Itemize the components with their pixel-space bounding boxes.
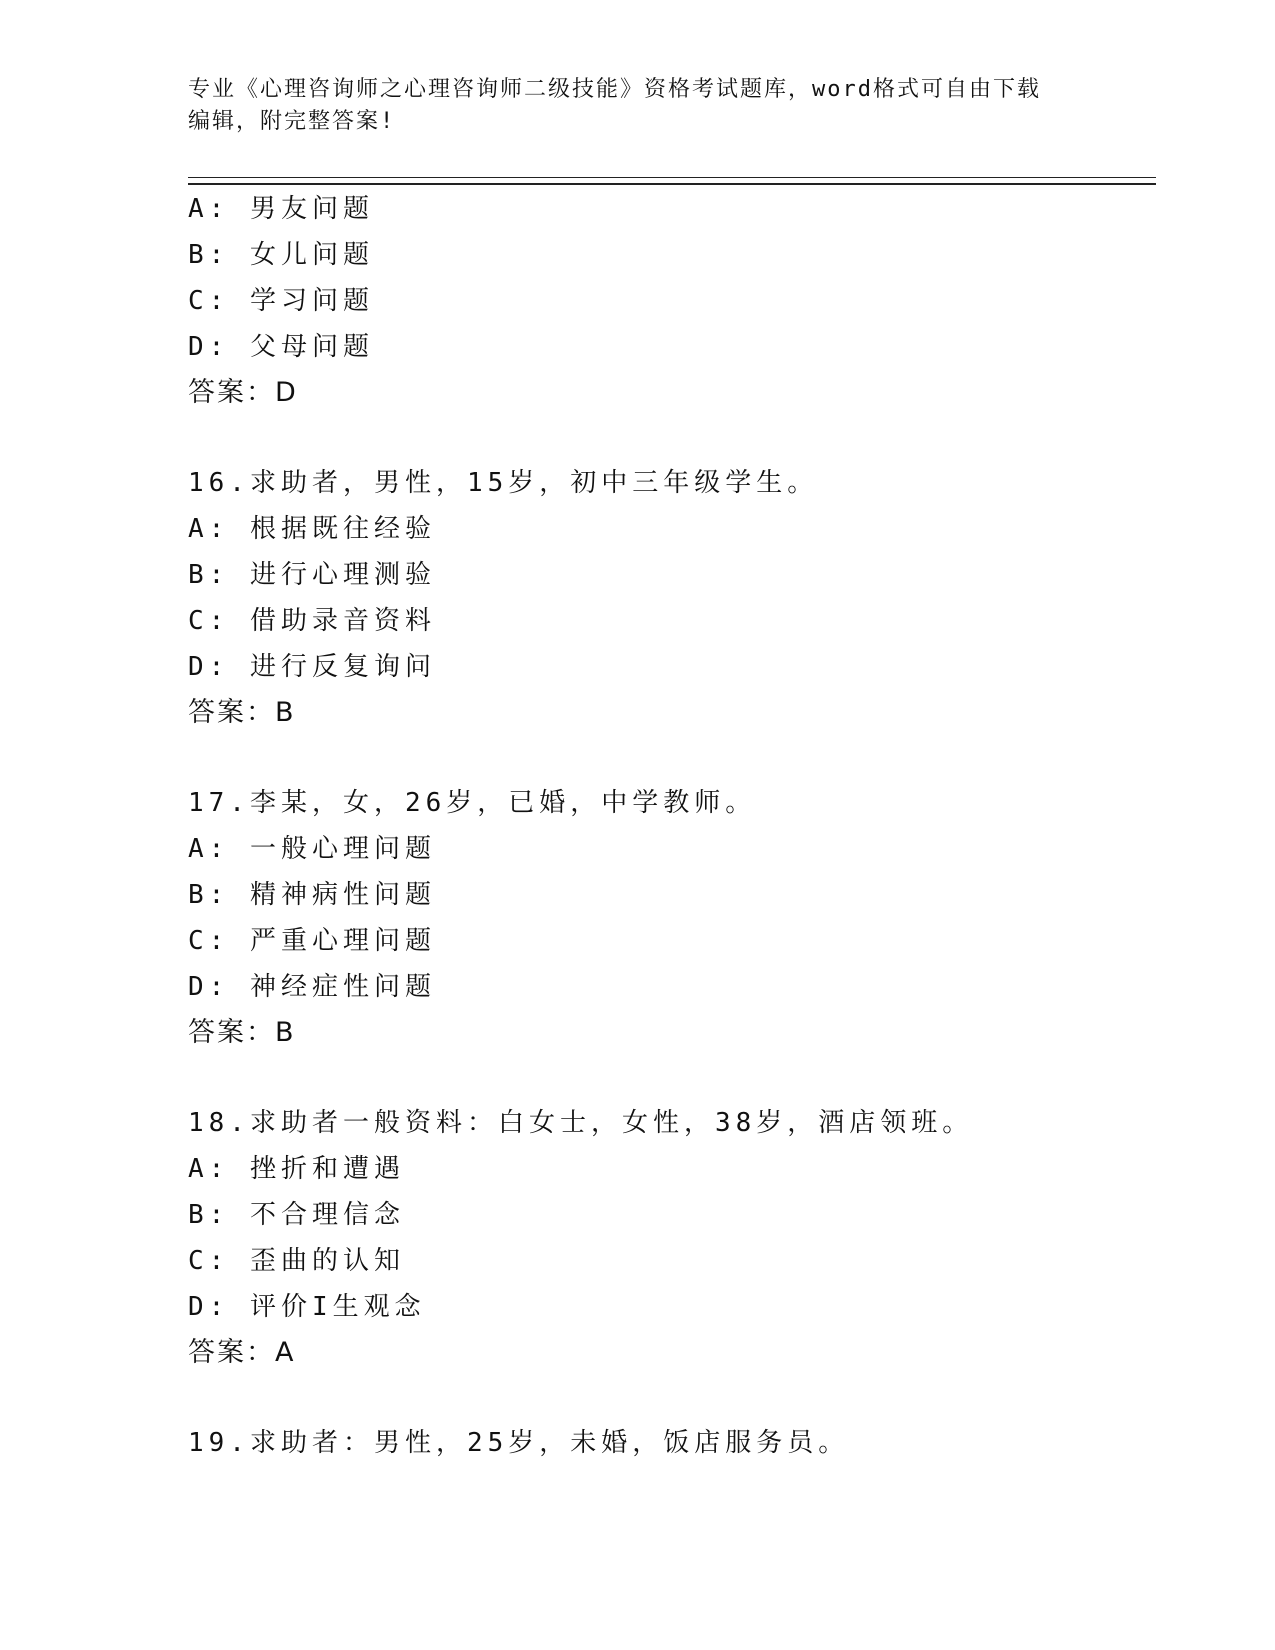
option-d: D: 父母问题 bbox=[188, 332, 374, 362]
question-block-16 bbox=[188, 460, 1148, 736]
answer: 答案：B bbox=[188, 1017, 296, 1048]
question-block-17 bbox=[188, 780, 1148, 1056]
option-b: B: 不合理信念 bbox=[188, 1200, 405, 1230]
answer: 答案：D bbox=[188, 377, 298, 408]
question-block-18 bbox=[188, 1100, 1148, 1376]
option-c: C: 歪曲的认知 bbox=[188, 1246, 405, 1276]
header-line-1: 专业《心理咨询师之心理咨询师二级技能》资格考试题库，word格式可自由下载 bbox=[188, 77, 1041, 102]
option-c: C: 学习问题 bbox=[188, 286, 374, 316]
question-text: 16.求助者，男性，15岁，初中三年级学生。 bbox=[188, 468, 819, 498]
question-list bbox=[188, 186, 1148, 1466]
document-header bbox=[188, 74, 1088, 138]
option-c: C: 严重心理问题 bbox=[188, 926, 436, 956]
header-rule-thick bbox=[188, 183, 1156, 185]
question-text: 19.求助者：男性，25岁，未婚，饭店服务员。 bbox=[188, 1428, 850, 1458]
option-a: A: 男友问题 bbox=[188, 194, 374, 224]
option-a: A: 一般心理问题 bbox=[188, 834, 436, 864]
question-text: 17.李某，女，26岁，已婚，中学教师。 bbox=[188, 788, 757, 818]
header-rule-thin bbox=[188, 177, 1156, 178]
option-d: D: 进行反复询问 bbox=[188, 652, 436, 682]
header-line-2: 编辑，附完整答案! bbox=[188, 109, 396, 134]
option-d: D: 神经症性问题 bbox=[188, 972, 436, 1002]
option-b: B: 进行心理测验 bbox=[188, 560, 436, 590]
option-a: A: 挫折和遭遇 bbox=[188, 1154, 405, 1184]
option-d: D: 评价I生观念 bbox=[188, 1292, 426, 1322]
question-block-19 bbox=[188, 1420, 1148, 1466]
option-c: C: 借助录音资料 bbox=[188, 606, 436, 636]
answer: 答案：B bbox=[188, 697, 296, 728]
option-b: B: 精神病性问题 bbox=[188, 880, 436, 910]
option-b: B: 女儿问题 bbox=[188, 240, 374, 270]
question-text: 18.求助者一般资料：白女士，女性，38岁，酒店领班。 bbox=[188, 1108, 974, 1138]
option-a: A: 根据既往经验 bbox=[188, 514, 436, 544]
answer: 答案：A bbox=[188, 1337, 296, 1368]
question-block-15 bbox=[188, 186, 1148, 416]
